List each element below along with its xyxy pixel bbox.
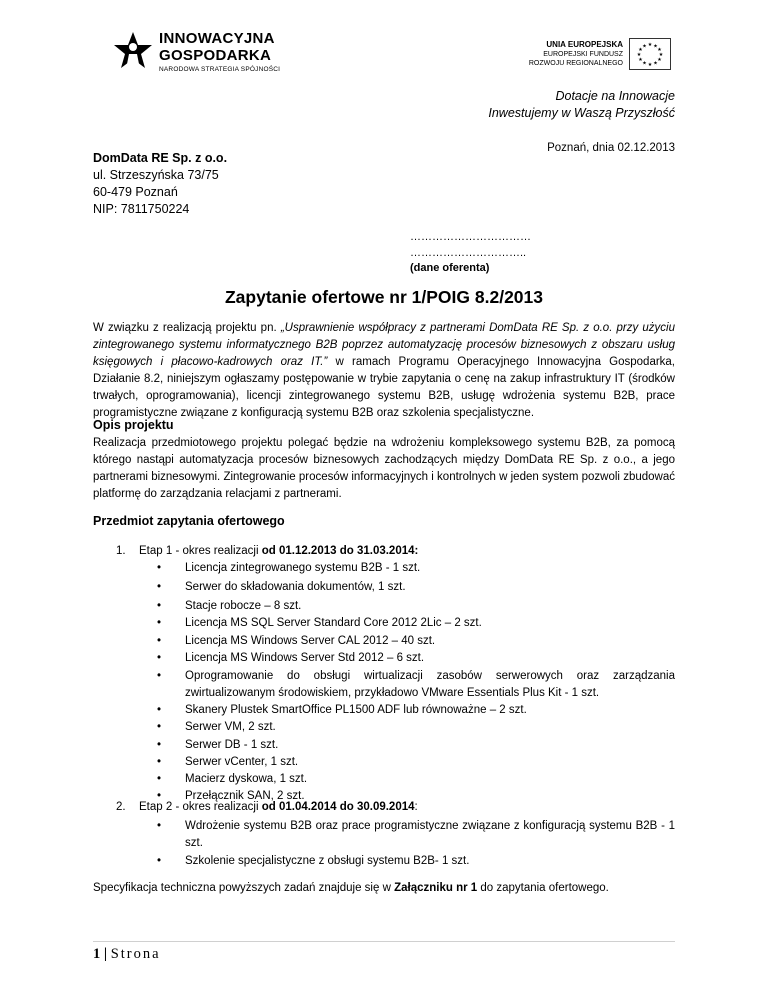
bullet-icon: • bbox=[157, 635, 162, 647]
list-item-text: Przełącznik SAN, 2 szt. bbox=[185, 790, 305, 802]
list-item-text: Macierz dyskowa, 1 szt. bbox=[185, 773, 308, 785]
document-date: Poznań, dnia 02.12.2013 bbox=[547, 142, 675, 154]
bullet-icon: • bbox=[157, 756, 162, 768]
sender-address bbox=[93, 150, 227, 218]
bullet-icon: • bbox=[157, 704, 162, 716]
logo-left-line1: INNOWACYJNA bbox=[159, 30, 275, 47]
eu-logo-line1: UNIA EUROPEJSKA bbox=[546, 40, 623, 49]
list-item bbox=[157, 771, 675, 788]
intro-text-a: W związku z realizacją projektu pn. bbox=[93, 322, 281, 334]
stage1-prefix: Etap 1 - okres realizacji bbox=[139, 545, 262, 557]
sender-street: ul. Strzeszyńska 73/75 bbox=[93, 168, 219, 182]
list-item bbox=[157, 737, 675, 754]
list-item-text: Licencja zintegrowanego systemu B2B - 1 szt. bbox=[185, 562, 421, 574]
stage2-prefix: Etap 2 - okres realizacji bbox=[139, 801, 262, 813]
recipient-dots-2: ………………………….. bbox=[410, 247, 527, 259]
logo-left-line3: NARODOWA STRATEGIA SPÓJNOŚCI bbox=[159, 66, 281, 73]
page-separator: | bbox=[100, 946, 111, 962]
list-item bbox=[157, 818, 675, 852]
list-item bbox=[157, 668, 675, 702]
list-item-text: Wdrożenie systemu B2B oraz prace programistyczne związane z konfiguracją systemu B2B - 1 szt. bbox=[185, 820, 675, 849]
list-item bbox=[157, 702, 675, 719]
svg-text:★: ★ bbox=[657, 57, 662, 63]
list-item-text: Licencja MS SQL Server Standard Core 2012 2Lic – 2 szt. bbox=[185, 617, 482, 629]
page-footer bbox=[93, 946, 161, 963]
spec-text-c: do zapytania ofertowego. bbox=[477, 882, 609, 894]
stage2-heading bbox=[139, 801, 418, 813]
recipient-label: (dane oferenta) bbox=[410, 262, 490, 274]
sender-name: DomData RE Sp. z o.o. bbox=[93, 151, 228, 165]
list-item bbox=[157, 579, 675, 596]
bullet-icon: • bbox=[157, 600, 162, 612]
spec-text-a: Specyfikacja techniczna powyższych zadań znajduje się w bbox=[93, 882, 395, 894]
subject-heading: Przedmiot zapytania ofertowego bbox=[93, 514, 285, 528]
bullet-icon: • bbox=[157, 652, 162, 664]
svg-text:★: ★ bbox=[636, 52, 642, 58]
list-item bbox=[157, 598, 675, 615]
page-number: 1 bbox=[93, 946, 101, 962]
stage1-number: 1. bbox=[116, 545, 126, 557]
bullet-icon: • bbox=[157, 790, 162, 802]
svg-text:★: ★ bbox=[653, 60, 658, 67]
footer-divider bbox=[93, 941, 675, 942]
svg-text:★: ★ bbox=[647, 42, 653, 48]
star-figure-icon bbox=[113, 30, 153, 72]
list-item bbox=[157, 650, 675, 667]
stage2-number: 2. bbox=[116, 801, 126, 813]
eu-flag-icon bbox=[629, 38, 671, 70]
intro-text-c: w ramach Programu Operacyjnego Innowacyjna Gospodarka, Działanie 8.2, niniejszym ogłaszamy postępowanie w trybie zapytania o cenę na zakup infrastruktury IT (środków trwałych, oprogramowania), licencji zintegrowanego systemu B2B, usługę wdrożenia systemu B2B, prace programistyczne związane z konfiguracją systemu B2B oraz szkolenia specjalistyczne. bbox=[93, 356, 676, 419]
innowacyjna-gospodarka-logo bbox=[113, 28, 283, 76]
slogan-line1: Dotacje na Innowacje bbox=[555, 89, 675, 103]
spec-attachment: Załączniku nr 1 bbox=[394, 882, 478, 894]
eu-logo bbox=[528, 38, 671, 74]
list-item-text: Serwer DB - 1 szt. bbox=[185, 739, 279, 751]
bullet-icon: • bbox=[157, 820, 162, 832]
svg-text:★: ★ bbox=[658, 52, 664, 58]
project-description: Realizacja przedmiotowego projektu polegać będzie na wdrożeniu kompleksowego systemu B2B, za pomocą którego nastąpi automatyzacja procesów biznesowych zachodzących między DomData RE Sp. z o.o., a jego partnerami biznesowymi. Zintegrowanie procesów informacyjnych i kontrolnych w jeden system pozwoli zbudować platformę do zarządzania relacjami z partnerami. bbox=[93, 437, 675, 500]
list-item bbox=[157, 719, 675, 736]
bullet-icon: • bbox=[157, 721, 162, 733]
recipient-dots-1: …………………………… bbox=[410, 231, 531, 243]
intro-paragraph bbox=[93, 320, 675, 422]
project-name: „Usprawnienie współpracy z partnerami DomData RE Sp. z o.o. przy użyciu zintegrowanego systemu informatycznego B2B poprzez automatyzację procesów biznesowych z obszaru usług księgowych i płacowo-kadrowych oraz IT.” bbox=[93, 322, 675, 368]
bullet-icon: • bbox=[157, 773, 162, 785]
svg-text:★: ★ bbox=[642, 43, 647, 50]
list-item bbox=[157, 615, 675, 632]
eu-logo-line3: ROZWOJU REGIONALNEGO bbox=[528, 60, 623, 67]
list-item-text: Stacje robocze – 8 szt. bbox=[185, 600, 302, 612]
stage2-suffix: : bbox=[414, 801, 418, 813]
list-item bbox=[157, 853, 675, 870]
bullet-icon: • bbox=[157, 855, 162, 867]
slogan-line2: Inwestujemy w Waszą Przyszłość bbox=[488, 106, 675, 120]
list-item-text: Szkolenie specjalistyczne z obsługi systemu B2B- 1 szt. bbox=[185, 855, 470, 867]
list-item-text: Oprogramowanie do obsługi wirtualizacji zasobów serwerowych oraz zarządzania zwirtualizowanym środowiskiem, przykładowo VMware Essentials Plus Kit - 1 szt. bbox=[185, 670, 675, 699]
sender-nip: NIP: 7811750224 bbox=[93, 202, 190, 216]
stage1-range: od 01.12.2013 do 31.03.2014: bbox=[261, 545, 419, 557]
project-heading: Opis projektu bbox=[93, 418, 174, 432]
stage1-heading bbox=[139, 545, 418, 557]
bullet-icon: • bbox=[157, 670, 162, 682]
svg-text:★: ★ bbox=[653, 43, 658, 50]
list-item-text: Serwer vCenter, 1 szt. bbox=[185, 756, 299, 768]
stage2-range: od 01.04.2014 do 30.09.2014 bbox=[261, 801, 415, 813]
sender-city: 60-479 Poznań bbox=[93, 185, 178, 199]
list-item bbox=[157, 560, 675, 577]
logo-left-line2: GOSPODARKA bbox=[159, 47, 272, 64]
list-item bbox=[157, 633, 675, 650]
bullet-icon: • bbox=[157, 581, 162, 593]
list-item-text: Serwer VM, 2 szt. bbox=[185, 721, 276, 733]
svg-text:★: ★ bbox=[657, 47, 662, 53]
svg-text:★: ★ bbox=[647, 62, 653, 68]
list-item-text: Licencja MS Windows Server CAL 2012 – 40 szt. bbox=[185, 635, 436, 647]
bullet-icon: • bbox=[157, 739, 162, 751]
svg-text:★: ★ bbox=[638, 47, 643, 53]
svg-text:★: ★ bbox=[638, 57, 643, 63]
spec-paragraph bbox=[93, 880, 675, 897]
bullet-icon: • bbox=[157, 617, 162, 629]
list-item-text: Skanery Plustek SmartOffice PL1500 ADF lub równoważne – 2 szt. bbox=[185, 704, 527, 716]
eu-logo-line2: EUROPEJSKI FUNDUSZ bbox=[543, 51, 623, 58]
document-title: Zapytanie ofertowe nr 1/POIG 8.2/2013 bbox=[224, 287, 544, 307]
bullet-icon: • bbox=[157, 562, 162, 574]
svg-text:★: ★ bbox=[642, 60, 647, 67]
list-item-text: Licencja MS Windows Server Std 2012 – 6 szt. bbox=[185, 652, 425, 664]
list-item-text: Serwer do składowania dokumentów, 1 szt. bbox=[185, 581, 406, 593]
page-label: Strona bbox=[110, 946, 161, 962]
list-item bbox=[157, 754, 675, 771]
